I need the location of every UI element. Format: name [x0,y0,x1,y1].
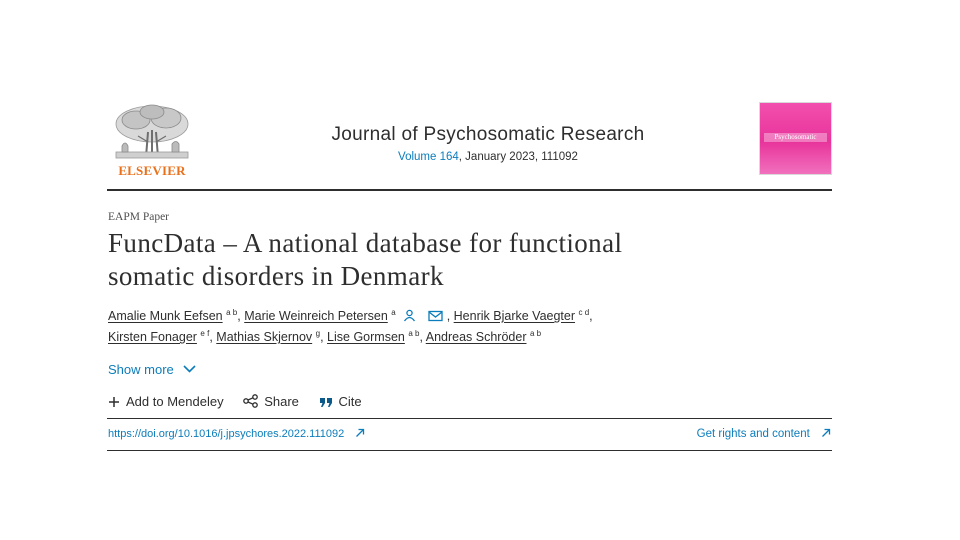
elsevier-logo[interactable] [108,102,196,178]
author-link[interactable]: Henrik Bjarke Vaegter [453,309,576,323]
add-to-mendeley-label: Add to Mendeley [126,394,224,409]
author-link[interactable]: Amalie Munk Eefsen [108,309,223,323]
author-link[interactable]: Kirsten Fonager [108,330,197,344]
article-title-line-2: somatic disorders in Denmark [108,261,444,291]
author-link[interactable]: Mathias Skjernov [216,330,313,344]
envelope-icon[interactable] [428,310,443,322]
quote-icon [319,397,333,408]
journal-issue-info [200,151,776,163]
author-list [108,306,833,348]
actions-divider [107,418,832,419]
author-row-2: Kirsten Fonager $^{e f}$, Mathias Skjernov $^g$, Lise Gormsen $^{a b}$, Andreas Schröder $^{a b}$ [108,328,542,344]
author-link[interactable]: Andreas Schröder [425,330,527,344]
external-link-arrow-icon [355,428,365,438]
get-rights-link[interactable] [697,428,831,440]
show-more-label: Show more [108,362,174,377]
share-label: Share [264,394,299,409]
author-row-1: Amalie Munk Eefsen $^{a b}$, Marie Weinreich Petersen $^a$ , Henrik Bjarke Vaegter $^{c d}$, [108,307,593,323]
volume-link[interactable]: Volume 164 [398,151,459,163]
author-affiliation[interactable]: a b [226,307,238,317]
get-rights-text: Get rights and content [696,428,810,440]
author-affiliation[interactable]: a b [408,328,420,338]
links-divider [107,450,832,451]
share-button[interactable] [243,394,299,409]
journal-cover-image[interactable] [760,103,831,174]
chevron-down-icon [183,361,196,376]
cite-button[interactable] [319,394,362,409]
doi-text: https://doi.org/10.1016/j.jpsychores.2022.111092 [108,428,345,440]
share-icon [243,394,258,408]
cover-title: Psychosomatic [774,133,817,141]
author-affiliation[interactable]: c d [578,307,590,317]
author-link[interactable]: Lise Gormsen [327,330,405,344]
author-link[interactable]: Marie Weinreich Petersen [244,309,388,323]
article-title-line-1: FuncData – A national database for functional [108,228,623,258]
doi-link[interactable] [108,428,365,440]
publisher-wordmark: ELSEVIER [118,163,186,178]
author-affiliation[interactable]: g [315,328,321,338]
plus-icon [108,396,120,408]
add-to-mendeley-button[interactable] [108,394,224,409]
cite-label: Cite [338,394,362,409]
author-affiliation[interactable]: a b [529,328,542,338]
external-link-arrow-icon [821,428,831,438]
article-type-label: EAPM Paper [108,211,170,223]
journal-title[interactable]: Journal of Psychosomatic Research [331,124,645,145]
article-actions [108,394,378,409]
article-title [108,227,828,293]
author-affiliation[interactable]: a [391,307,396,317]
author-affiliation[interactable]: e f [200,328,210,338]
show-more-button[interactable] [108,361,196,377]
person-icon[interactable] [403,309,416,322]
issue-details: , January 2023, 111092 [458,151,578,163]
tree-logo-icon [108,102,196,162]
header-divider [107,189,832,191]
